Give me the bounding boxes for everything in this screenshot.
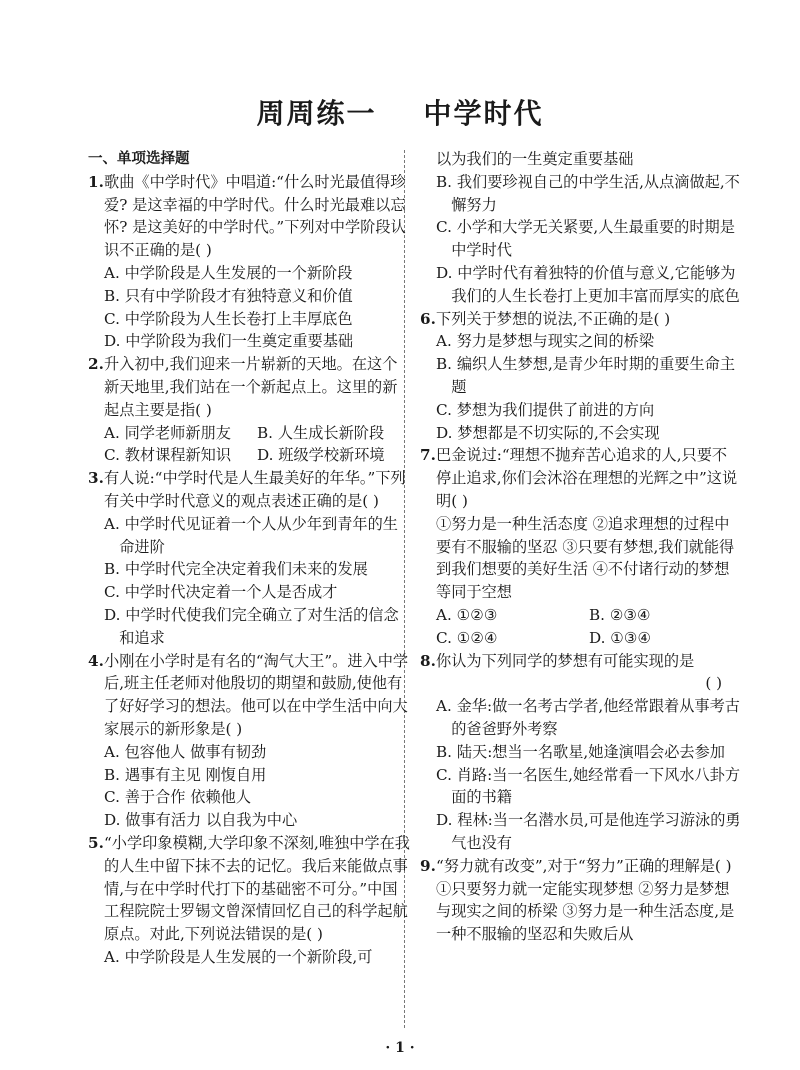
question-number: 5.: [88, 833, 104, 852]
option: B. 我们要珍视自己的中学生活,从点滴做起,不懈努力: [436, 172, 740, 214]
question-stem: 有人说:“中学时代是人生最美好的年华。”下列有关中学时代意义的观点表述正确的是( ): [104, 469, 406, 510]
option: C. ①②④: [436, 628, 498, 647]
question-number: 1.: [88, 172, 104, 191]
option-continuation: 以为我们的一生奠定重要基础: [436, 150, 634, 168]
question-number: 6.: [420, 309, 436, 328]
option: B. 陆天:想当一名歌星,她逢演唱会必去参加: [436, 742, 725, 761]
question-4: [88, 650, 410, 741]
question-stem: “小学印象模糊,大学印象不深刻,唯独中学在我的人生中留下抹不去的记忆。我后来能做点事情,与在中学时代打下的基础密不可分。”中国工程院院士罗锡文曾深情回忆自己的科学起航原点。对此,下列说法错误的是( ): [104, 833, 410, 944]
option: A. 努力是梦想与现实之间的桥梁: [436, 332, 655, 351]
question-stem: 下列关于梦想的说法,不正确的是( ): [436, 309, 671, 328]
section-heading: 一、单项选择题: [88, 151, 190, 167]
question-2: [88, 353, 410, 421]
option: B. 中学时代完全决定着我们未来的发展: [104, 560, 368, 579]
option: C. 肖路:当一名医生,她经常看一下风水八卦方面的书籍: [436, 765, 741, 807]
option: B. 只有中学阶段才有独特意义和价值: [104, 286, 353, 305]
option: C. 小学和大学无关紧要,人生最重要的时期是中学时代: [436, 218, 735, 260]
option: D. 班级学校新环境: [257, 446, 385, 465]
question-number: 9.: [420, 856, 436, 875]
question-number: 7.: [420, 446, 436, 465]
option: A. 中学阶段是人生发展的一个新阶段,可: [104, 947, 373, 966]
option: D. 梦想都是不切实际的,不会实现: [436, 423, 660, 442]
option-row: [88, 444, 410, 467]
question-body: ①努力是一种生活态度 ②追求理想的过程中要有不服输的坚忍 ③只要有梦想,我们就能得到我们想要的美好生活 ④不付诸行动的梦想等同于空想: [436, 514, 735, 602]
option-row: [88, 422, 410, 445]
option: B. ②③④: [589, 605, 651, 624]
page-number: · 1 ·: [385, 1040, 415, 1056]
question-5: [88, 832, 410, 946]
right-column: [420, 148, 742, 946]
question-stem: 歌曲《中学时代》中唱道:“什么时光最值得珍爱? 是这幸福的中学时代。什么时光最难以忘怀? 是这美好的中学时代。”下列对中学阶段认识不正确的是( ): [104, 172, 406, 260]
question-6: [420, 308, 742, 331]
left-column: [88, 148, 410, 969]
option: B. 遇事有主见 刚愎自用: [104, 765, 267, 784]
question-stem: 升入初中,我们迎来一片崭新的天地。在这个新天地里,我们站在一个新起点上。这里的新起点主要是指( ): [104, 355, 398, 419]
answer-parenthesis: ( ): [705, 674, 722, 693]
question-1: [88, 171, 410, 262]
option-row: [420, 627, 742, 650]
question-9: [420, 855, 742, 878]
question-number: 2.: [88, 355, 104, 374]
question-body: ①只要努力就一定能实现梦想 ②努力是梦想与现实之间的桥梁 ③努力是一种生活态度,是一种不服输的坚忍和失败后从: [436, 879, 735, 944]
question-stem: 你认为下列同学的梦想有可能实现的是: [436, 651, 695, 670]
option: D. ①③④: [589, 628, 652, 647]
option: D. 中学时代有着独特的价值与意义,它能够为我们的人生长卷打上更加丰富而厚实的底色: [436, 263, 740, 305]
option: C. 教材课程新知识: [104, 446, 232, 465]
option: D. 中学时代使我们完全确立了对生活的信念和追求: [104, 605, 399, 647]
option: A. 同学老师新朋友: [104, 423, 231, 442]
option: D. 做事有活力 以自我为中心: [104, 811, 298, 830]
option: B. 人生成长新阶段: [257, 423, 385, 442]
question-number: 8.: [420, 651, 436, 670]
question-stem: “努力就有改变”,对于“努力”正确的理解是( ): [436, 856, 732, 875]
option: A. 包容他人 做事有韧劲: [104, 742, 267, 761]
option: C. 中学阶段为人生长卷打上丰厚底色: [104, 309, 353, 328]
question-8: [420, 650, 742, 673]
option: C. 善于合作 依赖他人: [104, 788, 252, 807]
question-stem: 小刚在小学时是有名的“淘气大王”。进入中学后,班主任老师对他殷切的期望和鼓励,使他有了好好学习的想法。他可以在中学生活中向大家展示的新形象是( ): [104, 651, 409, 738]
option: C. 中学时代决定着一个人是否成才: [104, 583, 338, 602]
option: A. 中学时代见证着一个人从少年到青年的生命进阶: [104, 514, 398, 556]
question-3: [88, 467, 410, 513]
question-number: 4.: [88, 651, 104, 670]
option: A. 中学阶段是人生发展的一个新阶段: [104, 263, 353, 282]
question-number: 3.: [88, 469, 104, 488]
option: D. 程林:当一名潜水员,可是他连学习游泳的勇气也没有: [436, 811, 741, 852]
page-title: 周周练一 中学时代: [256, 97, 544, 130]
option: A. ①②③: [436, 605, 498, 624]
option: B. 编织人生梦想,是青少年时期的重要生命主题: [436, 355, 736, 396]
question-7: [420, 444, 742, 512]
option-row: [420, 604, 742, 627]
option: C. 梦想为我们提供了前进的方向: [436, 400, 655, 419]
option: A. 金华:做一名考古学者,他经常跟着从事考古的爸爸野外考察: [436, 697, 740, 738]
question-stem: 巴金说过:“理想不抛弃苦心追求的人,只要不停止追求,你们会沐浴在理想的光辉之中”这说明( ): [436, 446, 738, 510]
option: D. 中学阶段为我们一生奠定重要基础: [104, 332, 354, 351]
